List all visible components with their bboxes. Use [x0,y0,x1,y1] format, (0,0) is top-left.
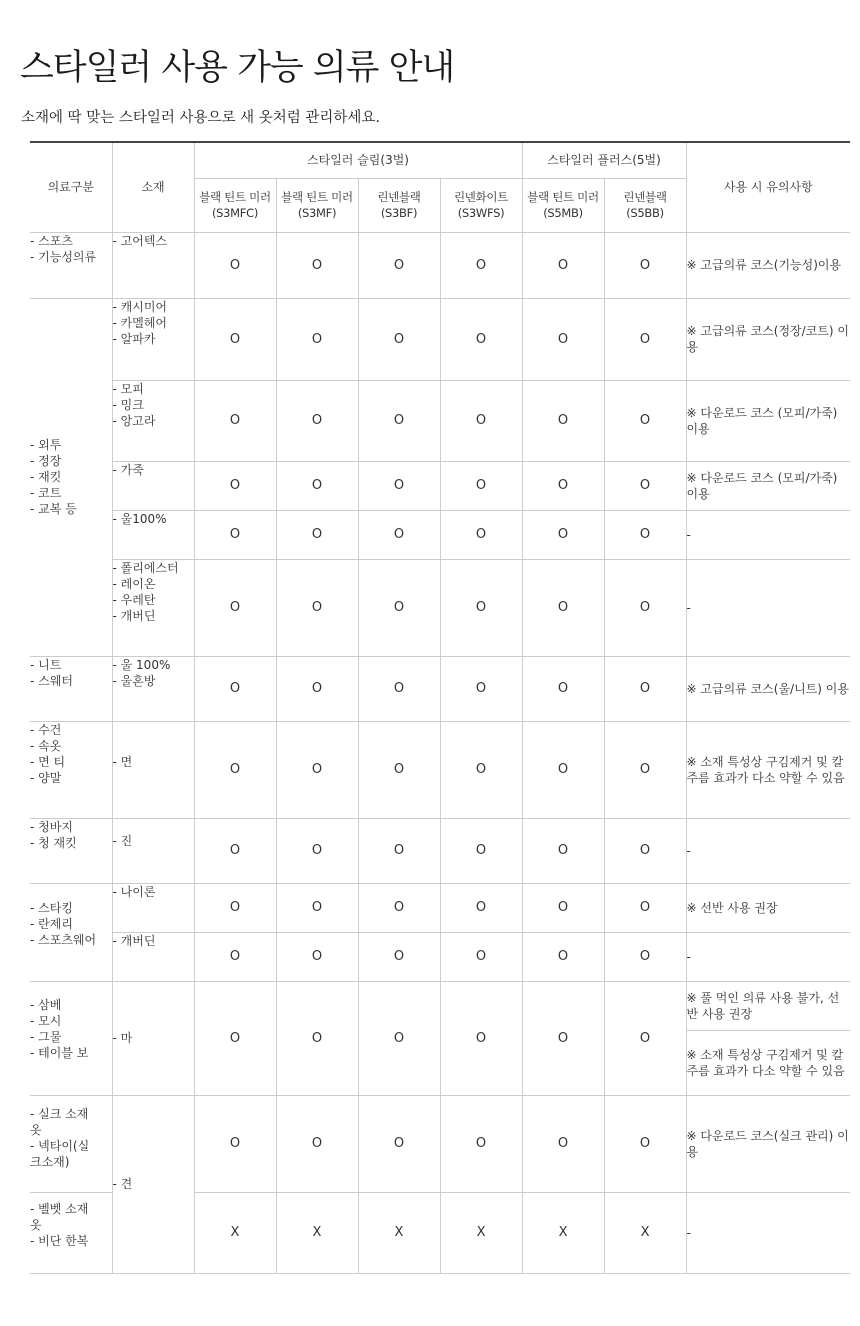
table-row [30,510,850,559]
styler-clothing-table [30,141,850,1274]
availability-mark: O [604,559,686,656]
availability-mark: O [440,721,522,818]
availability-mark: O [194,932,276,981]
material-line: - 나이론 [112,884,156,899]
availability-mark: O [440,559,522,656]
material-line: - 견 [112,1177,133,1191]
usage-note: ※ 선반 사용 권장 [686,883,850,932]
category-line: - 실크 소재 [30,1106,89,1121]
availability-mark: O [358,656,440,721]
availability-mark: O [276,818,358,883]
table-row [30,298,850,380]
availability-mark: O [440,883,522,932]
availability-mark: O [358,981,440,1095]
availability-mark: O [358,510,440,559]
category-line: - 양말 [30,770,62,785]
model-name: 린넨화이트 [453,190,509,204]
material-cell [112,721,194,818]
availability-mark: O [276,721,358,818]
table-body [30,232,850,1273]
material-line: - 개버딘 [112,933,156,948]
availability-mark: O [194,298,276,380]
availability-mark: O [194,380,276,461]
availability-mark: X [276,1192,358,1273]
model-name: 린넨블랙 [377,190,421,204]
page-title: 스타일러 사용 가능 의류 안내 [20,48,455,88]
category-line: - 니트 [30,657,62,672]
availability-mark: O [194,232,276,298]
availability-mark: O [522,380,604,461]
availability-mark: O [194,510,276,559]
material-line: - 면 [112,754,133,769]
material-line: - 앙고라 [112,413,156,428]
availability-mark: O [194,461,276,510]
header-material: 소재 [112,142,194,232]
availability-mark: O [440,510,522,559]
availability-mark: O [522,232,604,298]
category-cell [30,981,112,1095]
usage-note: ※ 다운로드 코스 (모피/가죽) 이용 [686,461,850,510]
material-line: - 마 [112,1031,133,1045]
availability-mark: O [522,721,604,818]
model-code: (S3MFC) [211,206,259,220]
table-row [30,380,850,461]
availability-mark: O [440,981,522,1095]
availability-mark: O [604,883,686,932]
category-line: - 모시 [30,1013,62,1028]
availability-mark: X [194,1192,276,1273]
model-code: (S3BF) [380,206,418,220]
table-row [30,721,850,818]
category-line: - 스포츠웨어 [30,932,97,947]
material-cell [112,981,194,1095]
availability-mark: O [194,721,276,818]
usage-note: - [686,510,850,559]
material-cell [112,298,194,380]
table-row [30,883,850,932]
availability-mark: O [522,559,604,656]
usage-note: ※ 고급의류 코스(정장/코트) 이용 [686,298,850,380]
material-line: - 개버딘 [112,608,156,623]
header-category: 의료구분 [30,142,112,232]
material-line: - 레이온 [112,576,156,591]
header-model [522,178,604,232]
availability-mark: O [522,461,604,510]
availability-mark: O [194,656,276,721]
category-line: - 기능성의류 [30,249,97,264]
table-row [30,656,850,721]
material-cell [112,510,194,559]
header-model [194,178,276,232]
availability-mark: O [522,510,604,559]
category-line: - 벨벳 소재 [30,1201,89,1216]
page-subtitle: 소재에 딱 맞는 스타일러 사용으로 새 옷처럼 관리하세요. [21,110,381,126]
availability-mark: O [522,298,604,380]
table-row [30,932,850,981]
material-line: - 카멜헤어 [112,315,168,330]
availability-mark: O [276,461,358,510]
category-line: 옷 [30,1122,42,1137]
category-line: - 외투 [30,438,62,452]
availability-mark: O [276,559,358,656]
usage-note: ※ 소재 특성상 구김제거 및 칼주름 효과가 다소 약할 수 있음 [686,1030,850,1095]
availability-mark: O [604,510,686,559]
material-line: - 울 100% [112,657,171,672]
availability-mark: O [440,298,522,380]
availability-mark: O [358,232,440,298]
availability-mark: O [522,656,604,721]
category-line: - 삼베 [30,997,62,1012]
material-cell [112,461,194,510]
availability-mark: X [604,1192,686,1273]
category-line: - 란제리 [30,916,73,931]
availability-mark: O [604,380,686,461]
availability-mark: O [440,380,522,461]
model-name: 블랙 틴트 미러 [281,190,353,204]
category-line: - 스포츠 [30,233,73,248]
availability-mark: O [440,232,522,298]
material-cell [112,883,194,932]
availability-mark: O [522,981,604,1095]
material-cell [112,932,194,981]
model-name: 블랙 틴트 미러 [199,190,271,204]
availability-mark: O [522,883,604,932]
availability-mark: O [358,559,440,656]
material-cell [112,380,194,461]
material-line: - 진 [112,833,133,848]
category-line: 크소재) [30,1154,70,1169]
availability-mark: O [522,1095,604,1192]
category-line: - 코트 [30,486,62,500]
availability-mark: O [522,932,604,981]
availability-mark: O [522,818,604,883]
availability-mark: O [358,461,440,510]
availability-mark: O [276,380,358,461]
category-line: - 정장 [30,454,62,468]
model-code: (S3MF) [297,206,337,220]
category-line: - 테이블 보 [30,1045,89,1060]
table-row [30,559,850,656]
availability-mark: O [604,656,686,721]
category-line: - 스웨터 [30,673,73,688]
availability-mark: O [194,981,276,1095]
availability-mark: O [358,1095,440,1192]
availability-mark: O [276,932,358,981]
category-cell [30,721,112,818]
availability-mark: O [604,981,686,1095]
availability-mark: O [604,818,686,883]
availability-mark: O [440,1095,522,1192]
availability-mark: O [276,656,358,721]
material-line: - 캐시미어 [112,299,168,314]
category-line: - 수건 [30,722,62,737]
availability-mark: O [358,298,440,380]
usage-note: ※ 다운로드 코스(실크 관리) 이용 [686,1095,850,1192]
availability-mark: O [358,883,440,932]
availability-mark: O [276,883,358,932]
header-model [604,178,686,232]
model-name: 린넨블랙 [623,190,667,204]
availability-mark: O [276,981,358,1095]
availability-mark: X [440,1192,522,1273]
usage-note: - [686,818,850,883]
category-cell [30,1095,112,1192]
availability-mark: O [276,232,358,298]
usage-note: - [686,559,850,656]
usage-note: - [686,1192,850,1273]
model-code: (S5BB) [626,206,664,220]
material-line: - 알파카 [112,331,156,346]
header-group-plus: 스타일러 플러스(5벌) [522,142,686,178]
availability-mark: O [358,380,440,461]
availability-mark: O [440,818,522,883]
availability-mark: O [440,932,522,981]
header-model [358,178,440,232]
material-cell [112,818,194,883]
material-line: - 폴리에스터 [112,560,179,575]
model-code: (S5MB) [543,206,583,220]
header-model [440,178,522,232]
usage-note: ※ 다운로드 코스 (모피/가죽) 이용 [686,380,850,461]
availability-mark: O [276,510,358,559]
material-line: - 우레탄 [112,592,156,607]
category-line: - 재킷 [30,470,62,484]
availability-mark: O [440,461,522,510]
availability-mark: O [358,721,440,818]
category-cell [30,883,112,981]
material-line: - 울100% [112,511,167,526]
availability-mark: O [604,1095,686,1192]
material-cell [112,559,194,656]
availability-mark: O [604,721,686,818]
table-row [30,461,850,510]
availability-mark: O [276,298,358,380]
availability-mark: O [194,883,276,932]
material-cell [112,656,194,721]
category-cell [30,232,112,298]
model-name: 블랙 틴트 미러 [527,190,599,204]
header-notes: 사용 시 유의사항 [686,142,850,232]
material-line: - 고어텍스 [112,233,168,248]
category-line: - 스타킹 [30,900,73,915]
table-row [30,232,850,298]
category-line: - 넥타이(실 [30,1138,90,1153]
material-line: - 울혼방 [112,673,156,688]
table-row [30,1095,850,1192]
availability-mark: O [604,232,686,298]
usage-note: ※ 고급의류 코스(울/니트) 이용 [686,656,850,721]
category-line: - 그물 [30,1029,62,1044]
category-cell [30,818,112,883]
category-line: - 청바지 [30,819,73,834]
material-line: - 밍크 [112,397,144,412]
availability-mark: X [358,1192,440,1273]
availability-mark: O [194,559,276,656]
material-cell [112,1095,194,1273]
availability-mark: O [194,1095,276,1192]
category-line: - 교복 등 [30,502,77,516]
availability-mark: O [604,461,686,510]
material-cell [112,232,194,298]
category-line: 옷 [30,1217,42,1232]
usage-note: ※ 고급의류 코스(기능성)이용 [686,232,850,298]
usage-note: ※ 소재 특성상 구김제거 및 칼주름 효과가 다소 약할 수 있음 [686,721,850,818]
category-cell [30,298,112,656]
category-line: - 면 티 [30,754,66,769]
usage-note: ※ 풀 먹인 의류 사용 불가, 선반 사용 권장 [686,981,850,1030]
material-line: - 모피 [112,381,144,396]
category-cell [30,1192,112,1273]
availability-mark: X [522,1192,604,1273]
category-cell [30,656,112,721]
model-code: (S3WFS) [457,206,505,220]
availability-mark: O [604,932,686,981]
table-row [30,818,850,883]
material-line: - 가죽 [112,462,144,477]
category-line: - 속옷 [30,738,62,753]
category-line: - 비단 한복 [30,1233,89,1248]
availability-mark: O [358,932,440,981]
header-model [276,178,358,232]
category-line: - 청 재킷 [30,835,77,850]
availability-mark: O [276,1095,358,1192]
availability-mark: O [358,818,440,883]
table-row [30,981,850,1030]
usage-note: - [686,932,850,981]
availability-mark: O [194,818,276,883]
availability-mark: O [440,656,522,721]
header-group-slim: 스타일러 슬림(3벌) [194,142,522,178]
availability-mark: O [604,298,686,380]
